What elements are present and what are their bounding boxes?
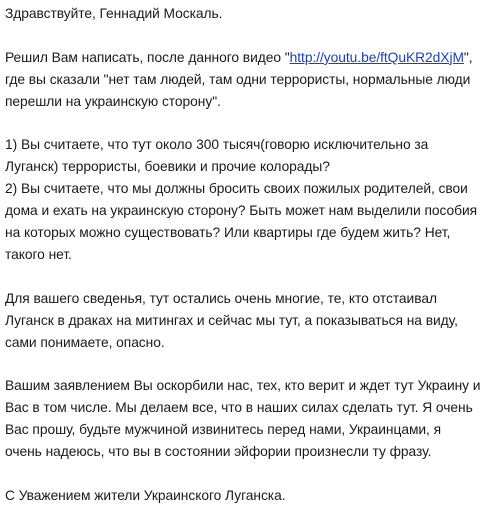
paragraph4-line: Вас прошу, будьте мужчиной извинитесь перед нами, Украинцами, я bbox=[5, 422, 442, 438]
paragraph-video-reference bbox=[5, 47, 489, 113]
paragraph-request bbox=[5, 375, 489, 463]
paragraph4-line: Вашим заявлением Вы оскорбили нас, тех, кто верит и ждет тут Украину и bbox=[5, 378, 481, 394]
paragraph1-line1 bbox=[5, 47, 489, 69]
paragraph4-line: Вас в том числе. Мы делаем все, что в наших силах сделать тут. Я очень bbox=[5, 400, 473, 416]
paragraph2-line: на которых можно существовать? Или квартиры где будем жить? Нет, bbox=[5, 225, 451, 241]
signature bbox=[5, 485, 489, 507]
paragraph2-line: 1) Вы считаете, что тут около 300 тысяч(говорю исключительно за bbox=[5, 137, 429, 153]
paragraph3-line: Для вашего сведенья, тут остались очень многие, те, кто отстаивал bbox=[5, 290, 437, 306]
youtube-video-link[interactable]: http://youtu.be/ftQuKR2dXjM bbox=[289, 49, 464, 65]
paragraph3-line: сами понимаете, опасно. bbox=[5, 334, 165, 350]
paragraph1-line1-after: ", bbox=[463, 49, 473, 65]
letter-body bbox=[5, 3, 489, 507]
paragraph2-line: 2) Вы считаете, что мы должны бросить своих пожилых родителей, свои bbox=[5, 181, 468, 197]
paragraph1-line1-before: Решил Вам написать, после данного видео " bbox=[5, 49, 290, 65]
paragraph1-line2: где вы сказали "нет там людей, там одни террористы, нормальные люди bbox=[5, 71, 471, 87]
paragraph2-line: дома и ехать на украинскую сторону? Быть может нам выделили пособия bbox=[5, 203, 478, 219]
paragraph3-line: Луганск в драках на митингах и сейчас мы тут, а показываться на виду, bbox=[5, 312, 458, 328]
paragraph-info bbox=[5, 288, 489, 354]
paragraph2-line: такого нет. bbox=[5, 246, 72, 262]
greeting-text: Здравствуйте, Геннадий Москаль. bbox=[5, 6, 223, 21]
paragraph-questions bbox=[5, 134, 489, 265]
signature-text: С Уважением жители Украинского Луганска. bbox=[5, 487, 286, 503]
paragraph4-line: очень надеюсь, что вы в состоянии эйфории произнесли ту фразу. bbox=[5, 444, 432, 460]
paragraph2-line: Луганск) террористы, боевики и прочие колорады? bbox=[5, 159, 330, 175]
paragraph1-line3: перешли на украинскую сторону". bbox=[5, 93, 221, 109]
greeting bbox=[5, 3, 489, 25]
